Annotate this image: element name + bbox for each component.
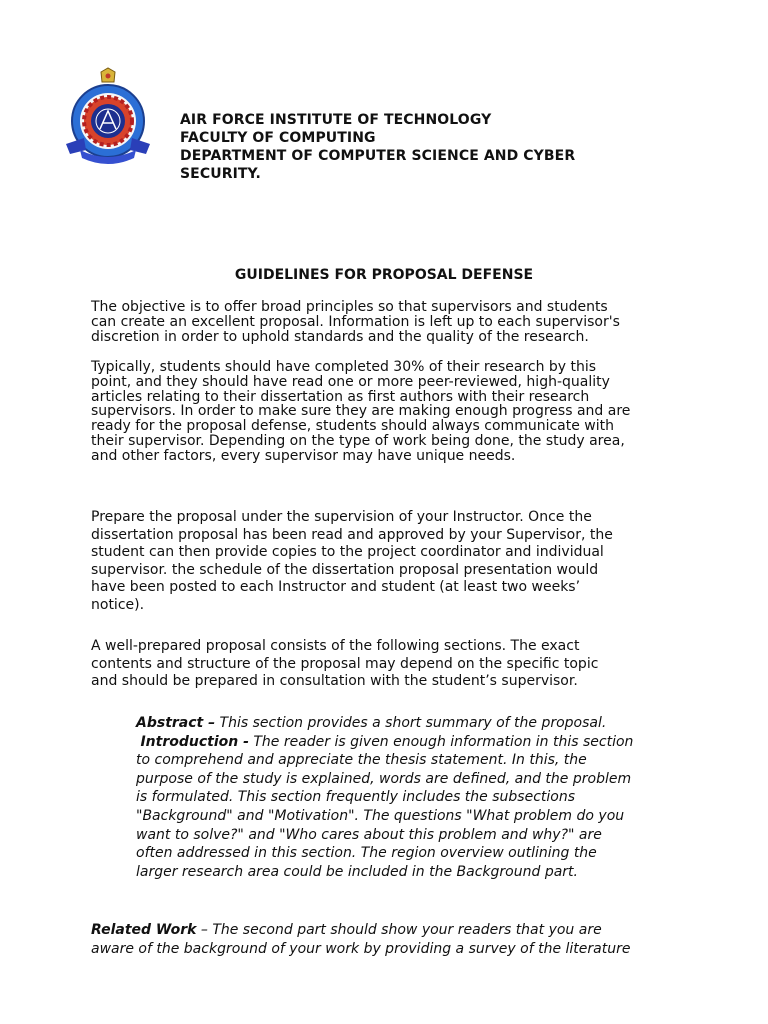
paragraph-line: and other factors, every supervisor may have unique needs. bbox=[91, 447, 516, 464]
faculty-name: FACULTY OF COMPUTING bbox=[180, 130, 376, 146]
introduction-text: The reader is given enough information in this section bbox=[248, 733, 634, 750]
introduction-label: Introduction - bbox=[140, 733, 249, 750]
abstract-text: This section provides a short summary of the proposal. bbox=[215, 715, 607, 731]
introduction-item bbox=[136, 733, 696, 752]
paragraph-line: supervisor. the schedule of the dissertation proposal presentation would bbox=[91, 561, 599, 578]
introduction-line: purpose of the study is explained, words are defined, and the problem bbox=[136, 770, 632, 787]
related-work-text: – The second part should show your readers that you are bbox=[196, 922, 602, 938]
related-work-item bbox=[91, 921, 691, 940]
document-title: GUIDELINES FOR PROPOSAL DEFENSE bbox=[234, 267, 534, 283]
introduction-line: want to solve?" and "Who cares about this problem and why?" are bbox=[136, 826, 602, 843]
paragraph-line: student can then provide copies to the project coordinator and individual bbox=[91, 544, 604, 561]
section-descriptions bbox=[136, 714, 696, 881]
department-name: DEPARTMENT OF COMPUTER SCIENCE AND CYBER bbox=[180, 148, 576, 164]
introduction-line: larger research area could be included in the Background part. bbox=[136, 863, 578, 880]
paragraph-line: supervisors. In order to make sure they are making enough progress and are bbox=[91, 403, 631, 420]
paragraph-progress bbox=[91, 360, 691, 464]
paragraph-line: dissertation proposal has been read and approved by your Supervisor, the bbox=[91, 526, 613, 543]
paragraph-line: and should be prepared in consultation with the student’s supervisor. bbox=[91, 673, 578, 690]
paragraph-line: articles relating to their dissertation as first authors with their research bbox=[91, 388, 590, 405]
related-work-section bbox=[91, 921, 691, 959]
paragraph-preparation bbox=[91, 509, 691, 615]
related-work-label: Related Work bbox=[91, 922, 197, 938]
paragraph-line: Typically, students should have completed 30% of their research by this bbox=[91, 359, 597, 375]
paragraph-line: The objective is to offer broad principles so that supervisors and students bbox=[91, 299, 608, 315]
paragraph-line: Prepare the proposal under the supervision of your Instructor. Once the bbox=[91, 509, 592, 525]
introduction-line: is formulated. This section frequently includes the subsections bbox=[136, 789, 576, 806]
abstract-item bbox=[136, 714, 696, 733]
paragraph-objective bbox=[91, 300, 691, 344]
institute-name: AIR FORCE INSTITUTE OF TECHNOLOGY bbox=[180, 112, 492, 128]
paragraph-line: ready for the proposal defense, students should always communicate with bbox=[91, 418, 615, 435]
introduction-line: "Background" and "Motivation". The questions "What problem do you bbox=[136, 807, 625, 824]
abstract-label: Abstract – bbox=[136, 715, 216, 731]
paragraph-line: can create an excellent proposal. Information is left up to each supervisor's bbox=[91, 313, 620, 330]
paragraph-line: have been posted to each Instructor and student (at least two weeks’ bbox=[91, 579, 581, 596]
paragraph-sections-intro bbox=[91, 638, 691, 691]
introduction-line: to comprehend and appreciate the thesis statement. In this, the bbox=[136, 752, 587, 769]
institute-crest-logo bbox=[64, 66, 152, 170]
institution-header bbox=[180, 111, 575, 183]
introduction-line: often addressed in this section. The region overview outlining the bbox=[136, 845, 597, 862]
paragraph-line: A well-prepared proposal consists of the following sections. The exact bbox=[91, 638, 580, 654]
paragraph-line: discretion in order to uphold standards and the quality of the research. bbox=[91, 328, 589, 345]
paragraph-line: contents and structure of the proposal may depend on the specific topic bbox=[91, 655, 599, 672]
paragraph-line: point, and they should have read one or more peer-reviewed, high-quality bbox=[91, 373, 610, 390]
paragraph-line: notice). bbox=[91, 596, 145, 613]
department-name-continued: SECURITY. bbox=[180, 166, 261, 182]
paragraph-line: their supervisor. Depending on the type of work being done, the study area, bbox=[91, 432, 625, 449]
related-work-line: aware of the background of your work by providing a survey of the literature bbox=[91, 941, 631, 957]
